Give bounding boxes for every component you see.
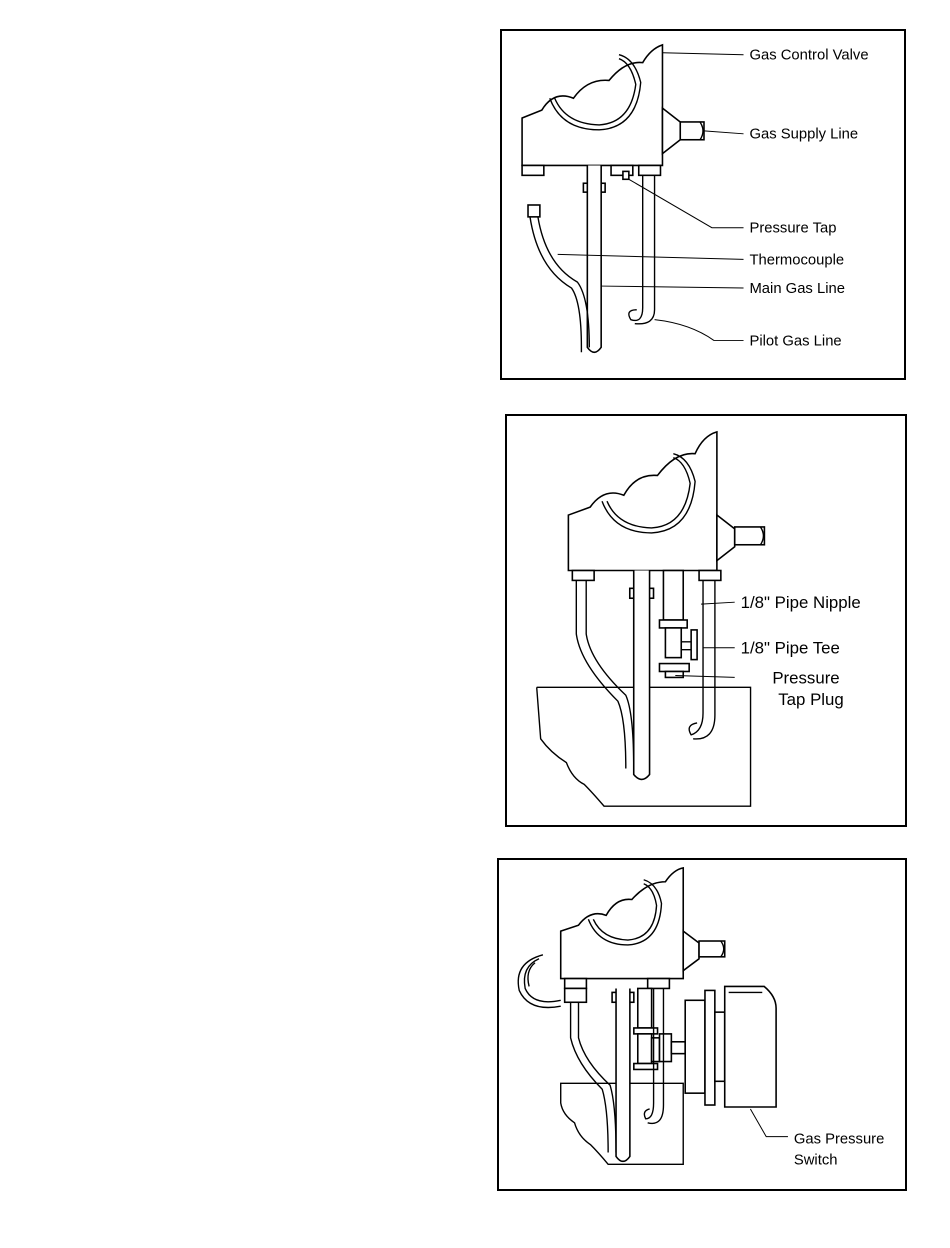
gas-pressure-switch xyxy=(685,986,776,1107)
thermocouple-coil xyxy=(518,955,560,1008)
figure-3-drawing xyxy=(499,860,905,1189)
label-gas-control-valve: Gas Control Valve xyxy=(749,47,869,64)
label-main-gas-line: Main Gas Line xyxy=(749,280,845,297)
thermocouple xyxy=(576,580,633,768)
pressure-tap-assembly xyxy=(634,988,685,1069)
label-gas-supply-line: Gas Supply Line xyxy=(749,126,859,143)
gas-control-valve xyxy=(568,432,764,571)
leader-lines xyxy=(750,1109,788,1137)
label-pressure-tap-plug-line1: Pressure xyxy=(772,668,840,688)
label-gas-pressure-switch-line2: Switch xyxy=(793,1152,838,1169)
thermocouple xyxy=(528,205,589,352)
figure-gas-pressure-switch xyxy=(497,858,907,1191)
gas-control-valve xyxy=(561,868,725,979)
main-gas-line xyxy=(616,988,630,1161)
label-thermocouple: Thermocouple xyxy=(749,252,845,269)
label-pipe-tee: 1/8" Pipe Tee xyxy=(740,638,840,658)
label-pipe-nipple: 1/8" Pipe Nipple xyxy=(740,593,861,613)
pressure-tap-assembly xyxy=(659,571,697,678)
main-gas-line xyxy=(634,571,650,780)
pilot-gas-line xyxy=(629,175,655,324)
figure-2-drawing xyxy=(507,416,905,825)
label-pressure-tap-plug-line2: Tap Plug xyxy=(778,690,844,710)
figure-pipe-nipple-and-tee xyxy=(505,414,907,827)
gas-control-valve xyxy=(522,45,704,166)
label-pressure-tap: Pressure Tap xyxy=(749,220,837,237)
figure-1-drawing xyxy=(502,31,904,378)
main-gas-line xyxy=(587,165,601,352)
figure-gas-control-valve-parts xyxy=(500,29,906,380)
label-pilot-gas-line: Pilot Gas Line xyxy=(749,333,842,350)
label-gas-pressure-switch-line1: Gas Pressure xyxy=(793,1131,885,1148)
